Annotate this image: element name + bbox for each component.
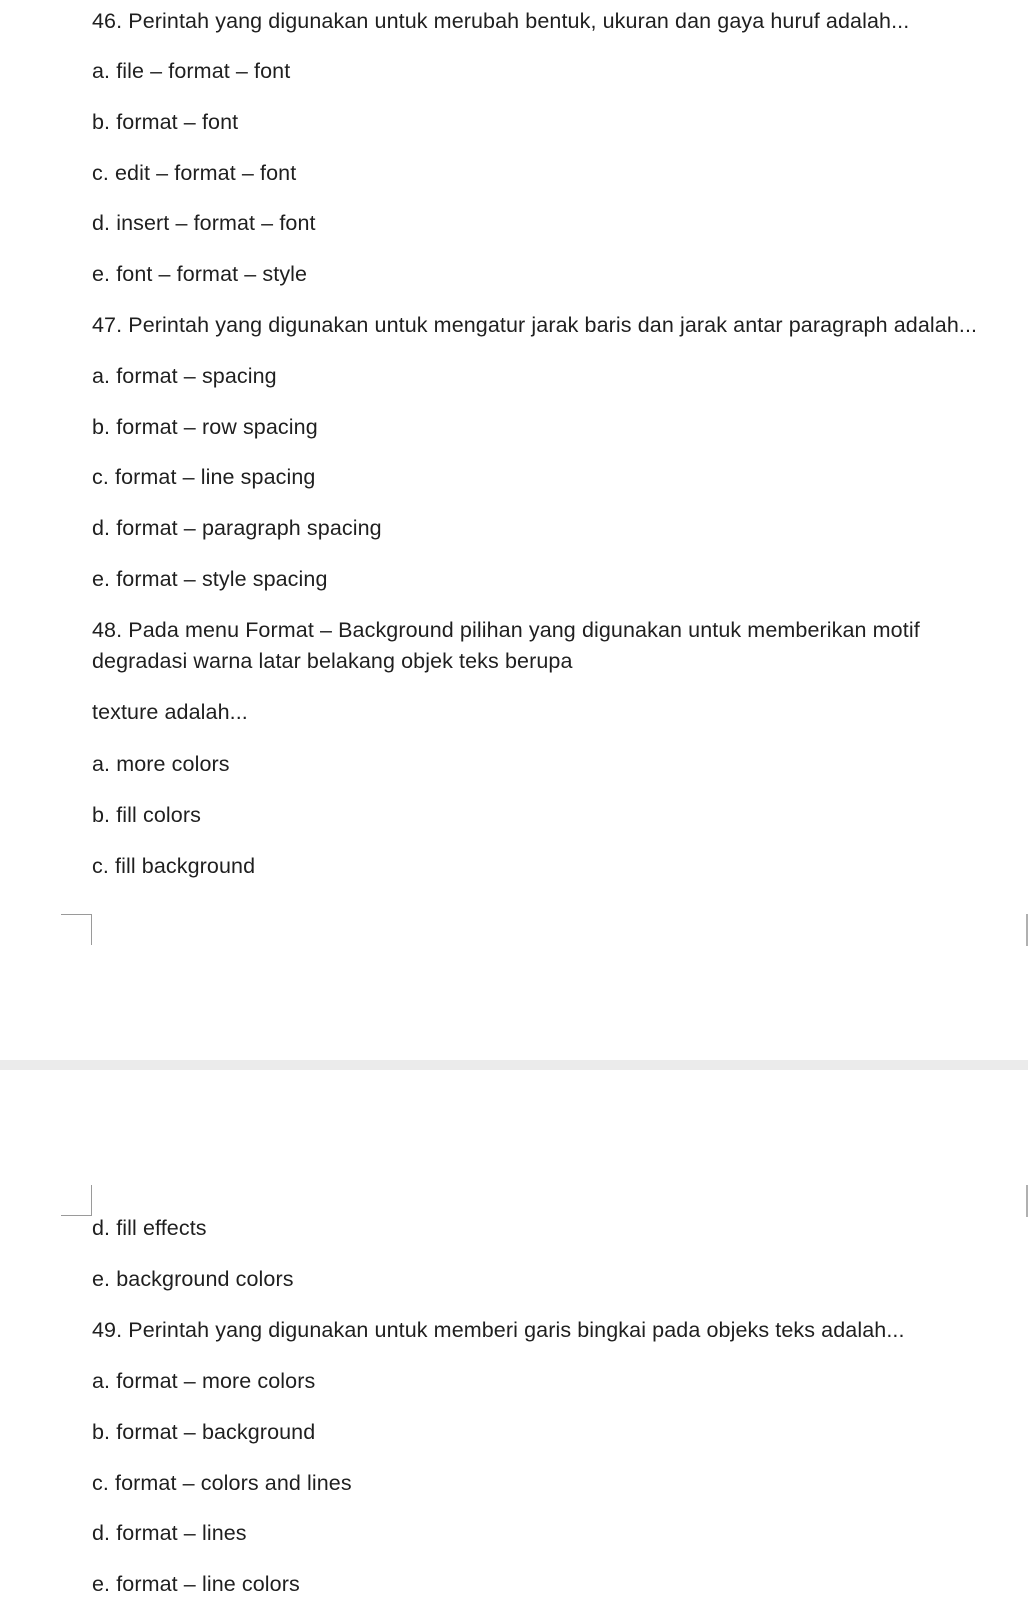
question-46-option-b: b. format – font (92, 110, 239, 134)
margin-corner-mark-top-left (61, 1215, 92, 1216)
question-48-text-line-3: texture adalah... (92, 700, 248, 724)
page-break-separator (0, 1060, 1028, 1070)
question-49-text: 49. Perintah yang digunakan untuk memberi garis bingkai pada objeks teks adalah... (92, 1318, 905, 1342)
question-46-option-e: e. font – format – style (92, 262, 308, 286)
question-47-option-c: c. format – line spacing (92, 465, 316, 489)
question-46-option-c: c. edit – format – font (92, 161, 297, 185)
question-48-text-line-2: degradasi warna latar belakang objek teks berupa (92, 649, 573, 673)
question-49-option-a: a. format – more colors (92, 1369, 316, 1393)
question-47-option-d: d. format – paragraph spacing (92, 516, 382, 540)
question-47-option-e: e. format – style spacing (92, 567, 328, 591)
question-46-text: 46. Perintah yang digunakan untuk merubah bentuk, ukuran dan gaya huruf adalah... (92, 9, 910, 33)
question-48-option-b: b. fill colors (92, 803, 201, 827)
question-46-option-d: d. insert – format – font (92, 211, 316, 235)
margin-corner-mark-bottom-left-vertical (91, 914, 92, 945)
question-48-text-line-1: 48. Pada menu Format – Background pilihan yang digunakan untuk memberikan motif (92, 618, 920, 642)
question-48-option-d: d. fill effects (92, 1216, 207, 1240)
question-49-option-c: c. format – colors and lines (92, 1471, 352, 1495)
question-48-option-c: c. fill background (92, 854, 256, 878)
question-48-option-a: a. more colors (92, 752, 230, 776)
question-47-text: 47. Perintah yang digunakan untuk mengatur jarak baris dan jarak antar paragraph adalah... (92, 313, 978, 337)
question-49-option-e: e. format – line colors (92, 1572, 300, 1596)
document-page-2 (0, 1070, 1028, 1612)
margin-corner-mark-top-left-vertical (91, 1185, 92, 1215)
question-49-option-d: d. format – lines (92, 1521, 247, 1545)
question-46-option-a: a. file – format – font (92, 59, 291, 83)
question-49-option-b: b. format – background (92, 1420, 316, 1444)
question-47-option-a: a. format – spacing (92, 364, 277, 388)
margin-corner-mark-bottom-left (61, 914, 92, 915)
question-47-option-b: b. format – row spacing (92, 415, 318, 439)
question-48-option-e: e. background colors (92, 1267, 294, 1291)
